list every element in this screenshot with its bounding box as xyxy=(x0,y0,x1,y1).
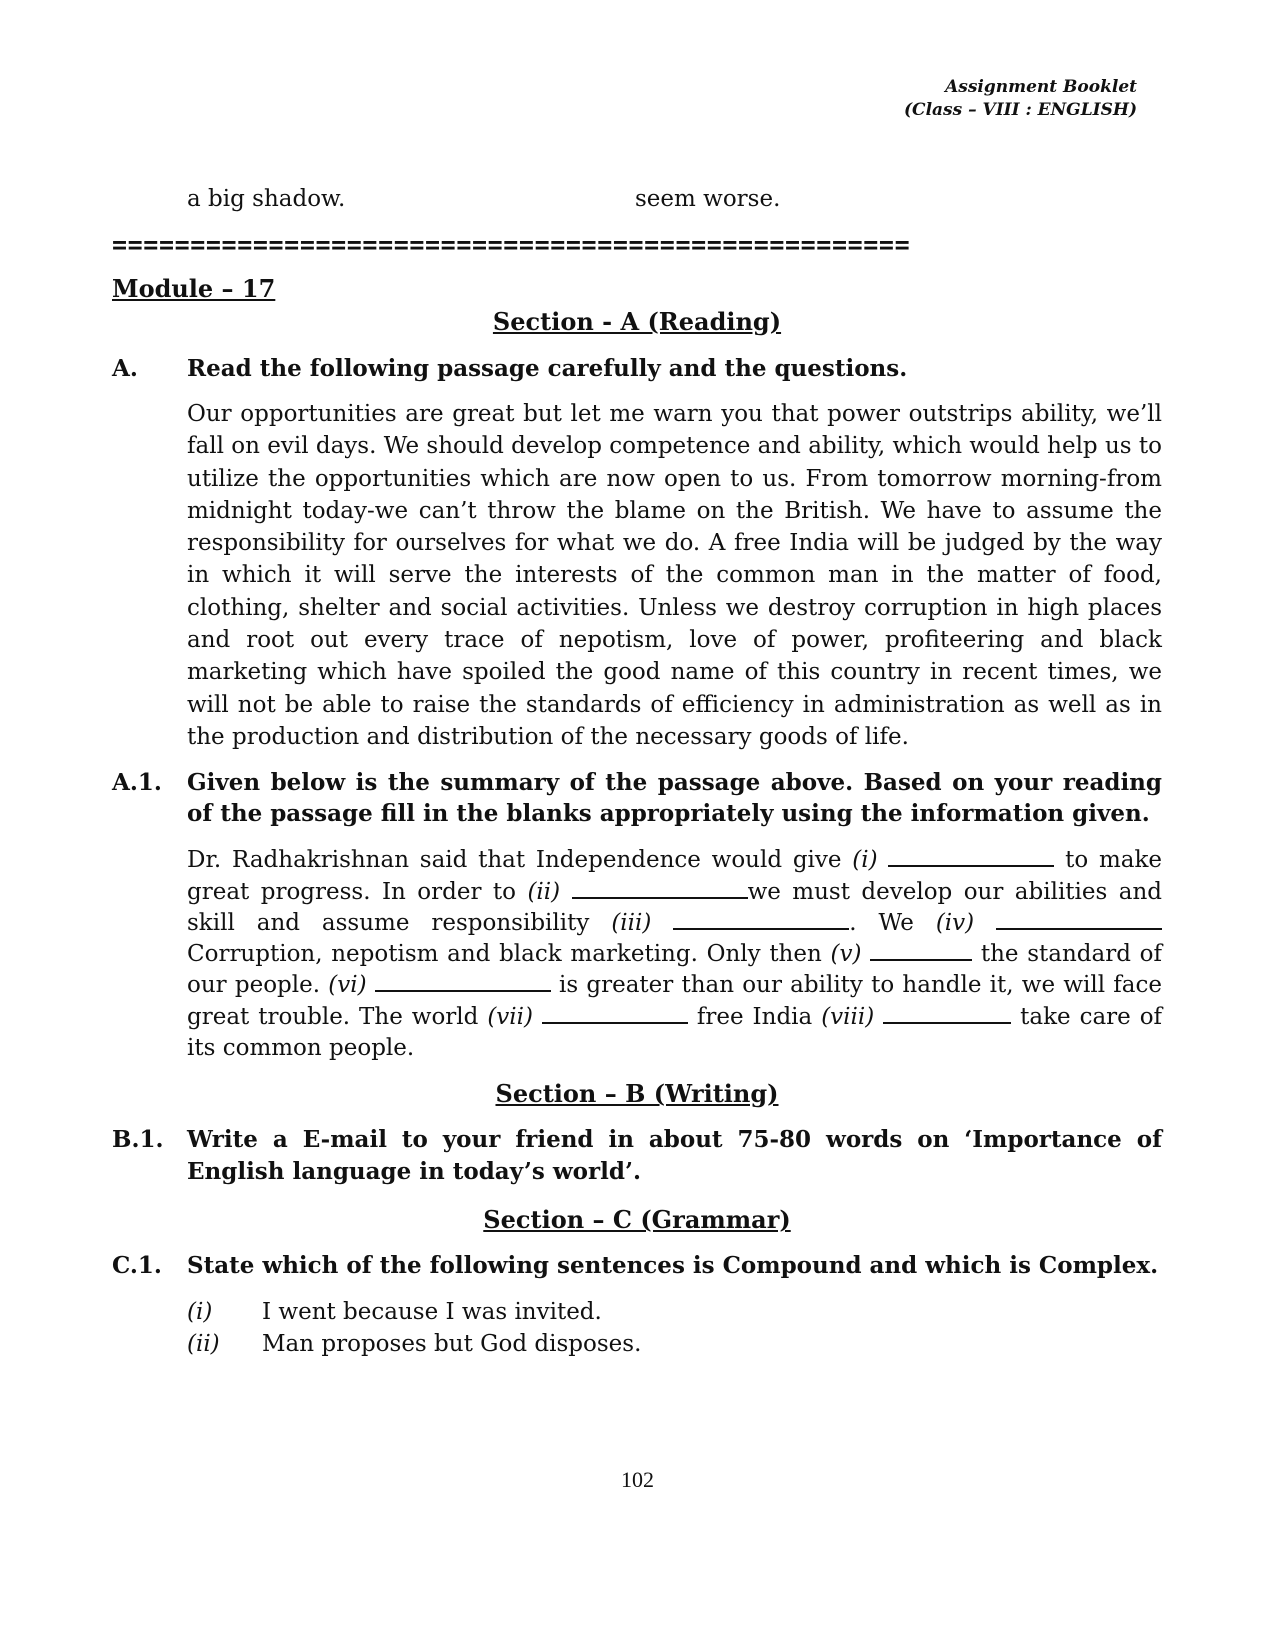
question-text: Given below is the summary of the passage above. Based on your reading of the passage fill in the blanks appropriately using the information given. xyxy=(187,769,1162,828)
blank-marker: (viii) xyxy=(821,1003,875,1030)
item-text: I went because I was invited. xyxy=(262,1299,602,1326)
fill-blank[interactable] xyxy=(673,908,849,930)
fill-blank[interactable] xyxy=(542,1002,688,1024)
list-item xyxy=(187,1296,1162,1328)
question-number: A. xyxy=(112,355,138,382)
question-c1 xyxy=(112,1250,1162,1282)
summary-text: is greater than our ability to handle it, we will face great trouble. The world xyxy=(187,972,1163,1030)
summary-text: free India xyxy=(696,1003,813,1030)
summary-text: . We xyxy=(849,909,914,936)
fill-blank[interactable] xyxy=(572,877,748,899)
fill-blank[interactable] xyxy=(870,939,972,961)
carryover-left: a big shadow. xyxy=(187,186,346,212)
summary-text: the standard of our people. xyxy=(187,941,1163,999)
summary-text: Dr. Radhakrishnan said that Independence would give xyxy=(187,847,842,874)
running-header xyxy=(904,76,1137,122)
fill-blank[interactable] xyxy=(375,970,551,992)
blank-marker: (iv) xyxy=(935,909,975,936)
blank-marker: (ii) xyxy=(527,878,561,905)
item-text: Man proposes but God disposes. xyxy=(262,1331,642,1358)
section-a-title: Section - A (Reading) xyxy=(492,307,782,336)
carryover-line xyxy=(112,186,1162,220)
list-item xyxy=(187,1328,1162,1360)
blank-marker: (i) xyxy=(852,847,878,874)
page-content xyxy=(112,186,1162,1360)
fill-blank[interactable] xyxy=(996,908,1162,930)
module-title: Module – 17 xyxy=(112,274,276,303)
question-number: B.1. xyxy=(112,1126,164,1154)
separator-line: =================================================== xyxy=(112,230,911,259)
question-text: State which of the following sentences is Compound and which is Complex. xyxy=(187,1252,1159,1280)
page-number: 102 xyxy=(621,1467,654,1492)
sentence-list xyxy=(112,1296,1162,1360)
question-text: Write a E-mail to your friend in about 75-80 words on ‘Importance of English language in today’s world’. xyxy=(187,1126,1162,1186)
question-text: Read the following passage carefully and the questions. xyxy=(187,355,908,382)
question-number: A.1. xyxy=(112,769,162,797)
summary-text: Corruption, nepotism and black marketing. Only then xyxy=(187,941,822,968)
fill-blank[interactable] xyxy=(888,845,1054,867)
question-a1 xyxy=(112,767,1162,829)
blank-marker: (vii) xyxy=(487,1003,533,1030)
header-title: Assignment Booklet xyxy=(945,77,1137,97)
section-c-title: Section – C (Grammar) xyxy=(483,1205,791,1235)
summary-text: we must develop our abilities and skill and assume responsibility xyxy=(187,878,1163,936)
item-number: (ii) xyxy=(187,1331,220,1358)
header-subtitle: (Class – VIII : ENGLISH) xyxy=(904,100,1137,120)
reading-passage: Our opportunities are great but let me warn you that power outstrips ability, we’ll fall on evil days. We should develop competence and ability, which would help us to utilize the opportunities which are now open to us. From tomorrow morning-from midnight today-we can’t throw the blame on the British. We have to assume the responsibility for ourselves for what we do. A free India will be judged by the way in which it will serve the interests of the common man in the matter of food, clothing, shelter and social activities. Unless we destroy corruption in high places and root out every trace of nepotism, love of power, profiteering and black marketing which have spoiled the good name of this country in recent times, we will not be able to raise the standards of efficiency in administration as well as in the production and distribution of the necessary goods of life. xyxy=(187,401,1162,750)
blank-marker: (v) xyxy=(830,941,862,968)
blank-marker: (iii) xyxy=(611,909,652,936)
summary-paragraph xyxy=(187,845,1162,1064)
question-a xyxy=(112,352,1162,385)
item-number: (i) xyxy=(187,1299,213,1326)
question-number: C.1. xyxy=(112,1252,162,1280)
blank-marker: (vi) xyxy=(328,972,367,999)
summary-text: take care of its common people. xyxy=(187,1003,1163,1062)
section-b-title: Section – B (Writing) xyxy=(495,1079,779,1109)
summary-text: to make great progress. In order to xyxy=(187,847,1163,905)
fill-blank[interactable] xyxy=(883,1002,1011,1024)
carryover-right: seem worse. xyxy=(635,186,781,212)
question-b1 xyxy=(112,1124,1162,1188)
